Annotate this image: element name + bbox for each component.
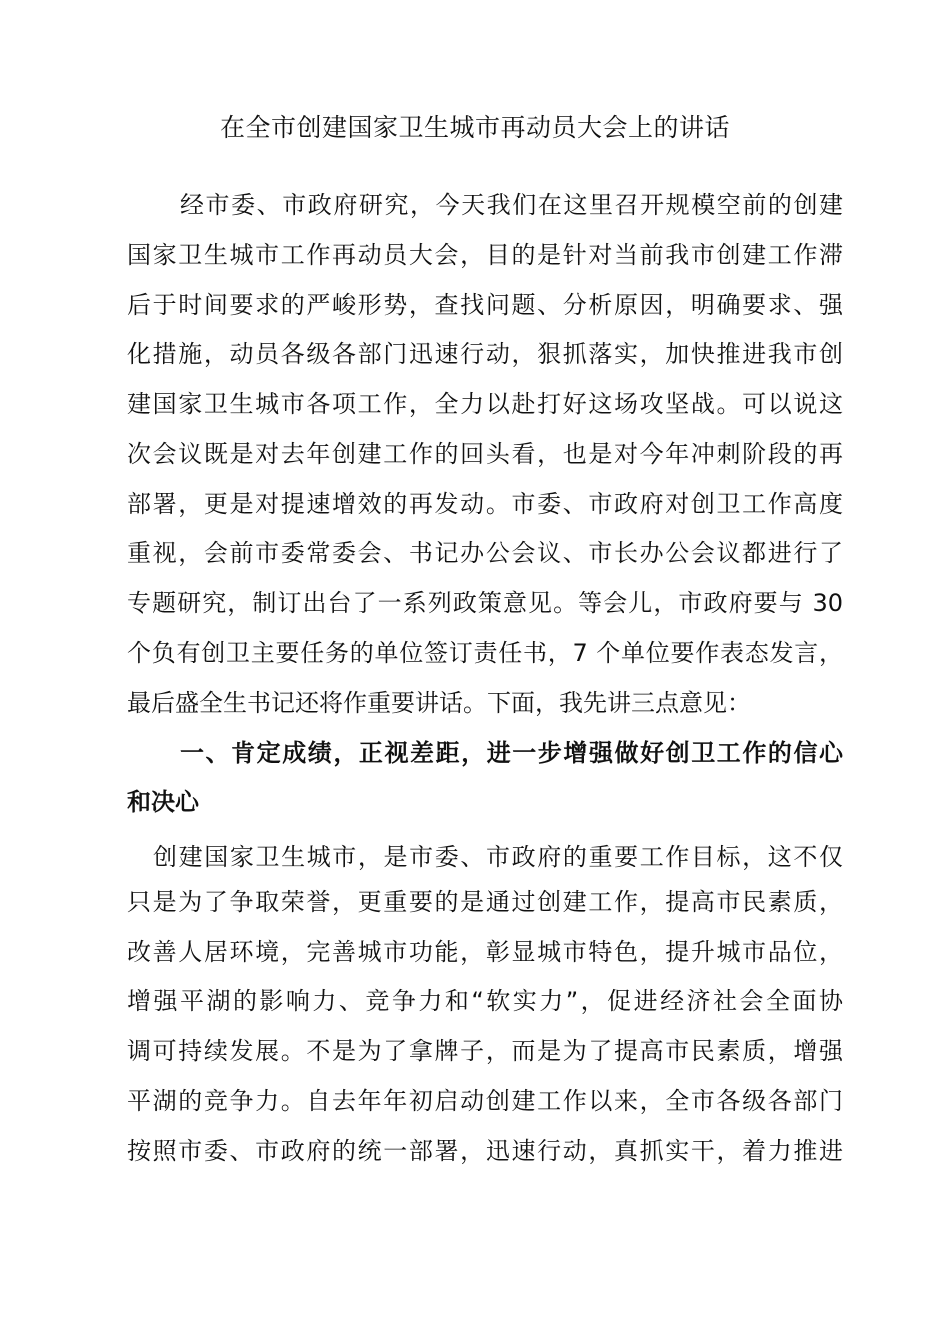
paragraph-line: 按照市委、市政府的统一部署，迅速行动，真抓实干，着力推进 [127, 1137, 843, 1165]
paragraph-line: 化措施，动员各级各部门迅速行动，狠抓落实，加快推进我市创 [127, 340, 843, 368]
paragraph-line: 平湖的竞争力。自去年年初启动创建工作以来，全市各级各部门 [127, 1087, 843, 1115]
paragraph-line: 改善人居环境，完善城市功能，彰显城市特色，提升城市品位， [127, 938, 843, 966]
paragraph-line: 建国家卫生城市各项工作，全力以赴打好这场攻坚战。可以说这 [127, 390, 843, 418]
paragraph-line: 次会议既是对去年创建工作的回头看，也是对今年冲刺阶段的再 [127, 440, 843, 468]
paragraph-line: 创建国家卫生城市，是市委、市政府的重要工作目标，这不仅 [153, 843, 843, 871]
paragraph-line: 重视，会前市委常委会、书记办公会议、市长办公会议都进行了 [127, 539, 843, 567]
paragraph-line: 只是为了争取荣誉，更重要的是通过创建工作，提高市民素质， [127, 888, 843, 916]
document-title: 在全市创建国家卫生城市再动员大会上的讲话 [219, 113, 730, 142]
paragraph-line: 增强平湖的影响力、竞争力和“软实力”，促进经济社会全面协 [127, 987, 843, 1015]
paragraph-line: 专题研究，制订出台了一系列政策意见。等会儿，市政府要与 30 [127, 589, 843, 617]
paragraph-line: 最后盛全生书记还将作重要讲话。下面，我先讲三点意见： [127, 689, 751, 717]
paragraph-line: 个负有创卫主要任务的单位签订责任书，7 个单位要作表态发言， [127, 639, 843, 667]
paragraph-line: 国家卫生城市工作再动员大会，目的是针对当前我市创建工作滞 [127, 241, 843, 269]
paragraph-line: 经市委、市政府研究，今天我们在这里召开规模空前的创建 [180, 191, 843, 219]
paragraph-line: 调可持续发展。不是为了拿牌子，而是为了提高市民素质，增强 [127, 1037, 843, 1065]
section-heading: 和决心 [127, 788, 199, 816]
paragraph-line: 后于时间要求的严峻形势，查找问题、分析原因，明确要求、强 [127, 291, 843, 319]
section-heading: 一、肯定成绩，正视差距，进一步增强做好创卫工作的信心 [180, 739, 843, 767]
paragraph-line: 部署，更是对提速增效的再发动。市委、市政府对创卫工作高度 [127, 490, 843, 518]
